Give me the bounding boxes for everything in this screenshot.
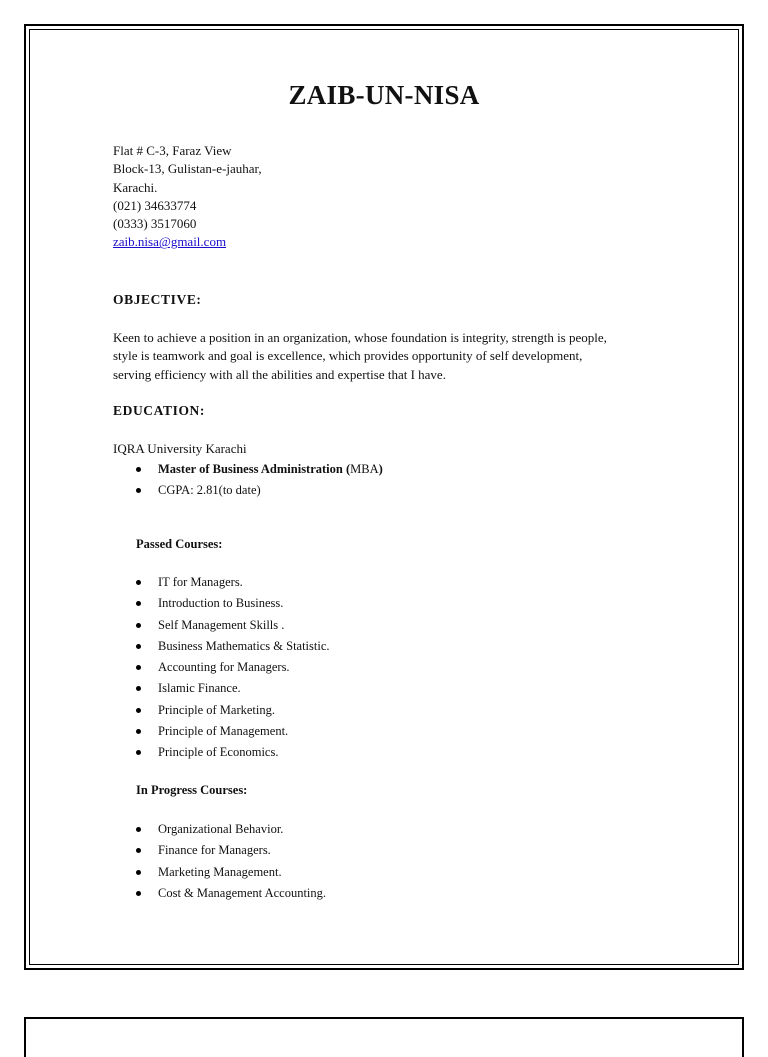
bullet-icon (136, 729, 141, 734)
education-heading: EDUCATION: (113, 403, 206, 418)
bullet-icon (136, 848, 141, 853)
degree-list (136, 459, 383, 502)
course-name: Islamic Finance. (158, 681, 241, 696)
list-item (136, 840, 326, 861)
address-line-1: Flat # C-3, Faraz View (113, 143, 232, 158)
course-name: Finance for Managers. (158, 843, 271, 858)
phone-mobile: (0333) 3517060 (113, 216, 197, 232)
phone-landline: (021) 34633774 (113, 197, 197, 213)
course-name: Principle of Marketing. (158, 702, 275, 717)
bullet-icon (136, 708, 141, 713)
list-item (136, 636, 330, 657)
list-item (136, 883, 326, 904)
university-name: IQRA University Karachi (113, 441, 247, 456)
list-item (136, 678, 330, 699)
list-item (136, 593, 330, 614)
degree-close: ) (378, 462, 383, 476)
bullet-icon (136, 827, 141, 832)
course-name: IT for Managers. (158, 575, 243, 589)
in-progress-courses-list (136, 819, 326, 904)
next-page-border (24, 1017, 744, 1057)
address-city: Karachi. (113, 179, 158, 195)
course-name: Principle of Economics. (158, 745, 279, 760)
course-name: Cost & Management Accounting. (158, 885, 327, 900)
degree-abbrev: MBA (350, 462, 379, 476)
course-name: Accounting for Managers. (158, 660, 290, 675)
list-item (136, 700, 330, 721)
cgpa: CGPA: 2.81(to date) (158, 483, 261, 498)
passed-courses-list (136, 572, 330, 764)
list-item (136, 862, 326, 883)
objective-line: style is teamwork and goal is excellence, which provides opportunity of self development, (113, 348, 583, 364)
contact-block (113, 142, 262, 252)
list-item (136, 615, 330, 636)
degree-title: Master of Business Administration ( (158, 462, 351, 476)
bullet-icon (136, 467, 141, 472)
list-item (136, 742, 330, 763)
course-name: Organizational Behavior. (158, 822, 284, 836)
bullet-icon (136, 750, 141, 755)
objective-text (113, 329, 673, 384)
list-item (136, 459, 383, 480)
course-name: Marketing Management. (158, 864, 282, 879)
bullet-icon (136, 686, 141, 691)
objective-line: Keen to achieve a position in an organization, whose foundation is integrity, strength is people, (113, 330, 607, 345)
in-progress-courses-heading: In Progress Courses: (136, 783, 248, 797)
list-item (136, 480, 383, 501)
list-item (136, 657, 330, 678)
bullet-icon (136, 488, 141, 493)
bullet-icon (136, 580, 141, 585)
bullet-icon (136, 665, 141, 670)
bullet-icon (136, 644, 141, 649)
bullet-icon (136, 891, 141, 896)
passed-courses-heading: Passed Courses: (136, 537, 223, 551)
bullet-icon (136, 870, 141, 875)
list-item (136, 572, 330, 593)
objective-line: serving efficiency with all the abilities and expertise that I have. (113, 366, 446, 382)
bullet-icon (136, 623, 141, 628)
objective-heading: OBJECTIVE: (113, 292, 202, 307)
course-name: Principle of Management. (158, 724, 289, 739)
bullet-icon (136, 601, 141, 606)
course-name: Business Mathematics & Statistic. (158, 638, 330, 653)
email-link[interactable]: zaib.nisa@gmail.com (113, 234, 227, 250)
resume-name: ZAIB-UN-NISA (288, 80, 480, 110)
course-name: Introduction to Business. (158, 596, 284, 611)
list-item (136, 819, 326, 840)
course-name: Self Management Skills . (158, 617, 285, 632)
address-line-2: Block-13, Gulistan-e-jauhar, (113, 161, 262, 177)
list-item (136, 721, 330, 742)
